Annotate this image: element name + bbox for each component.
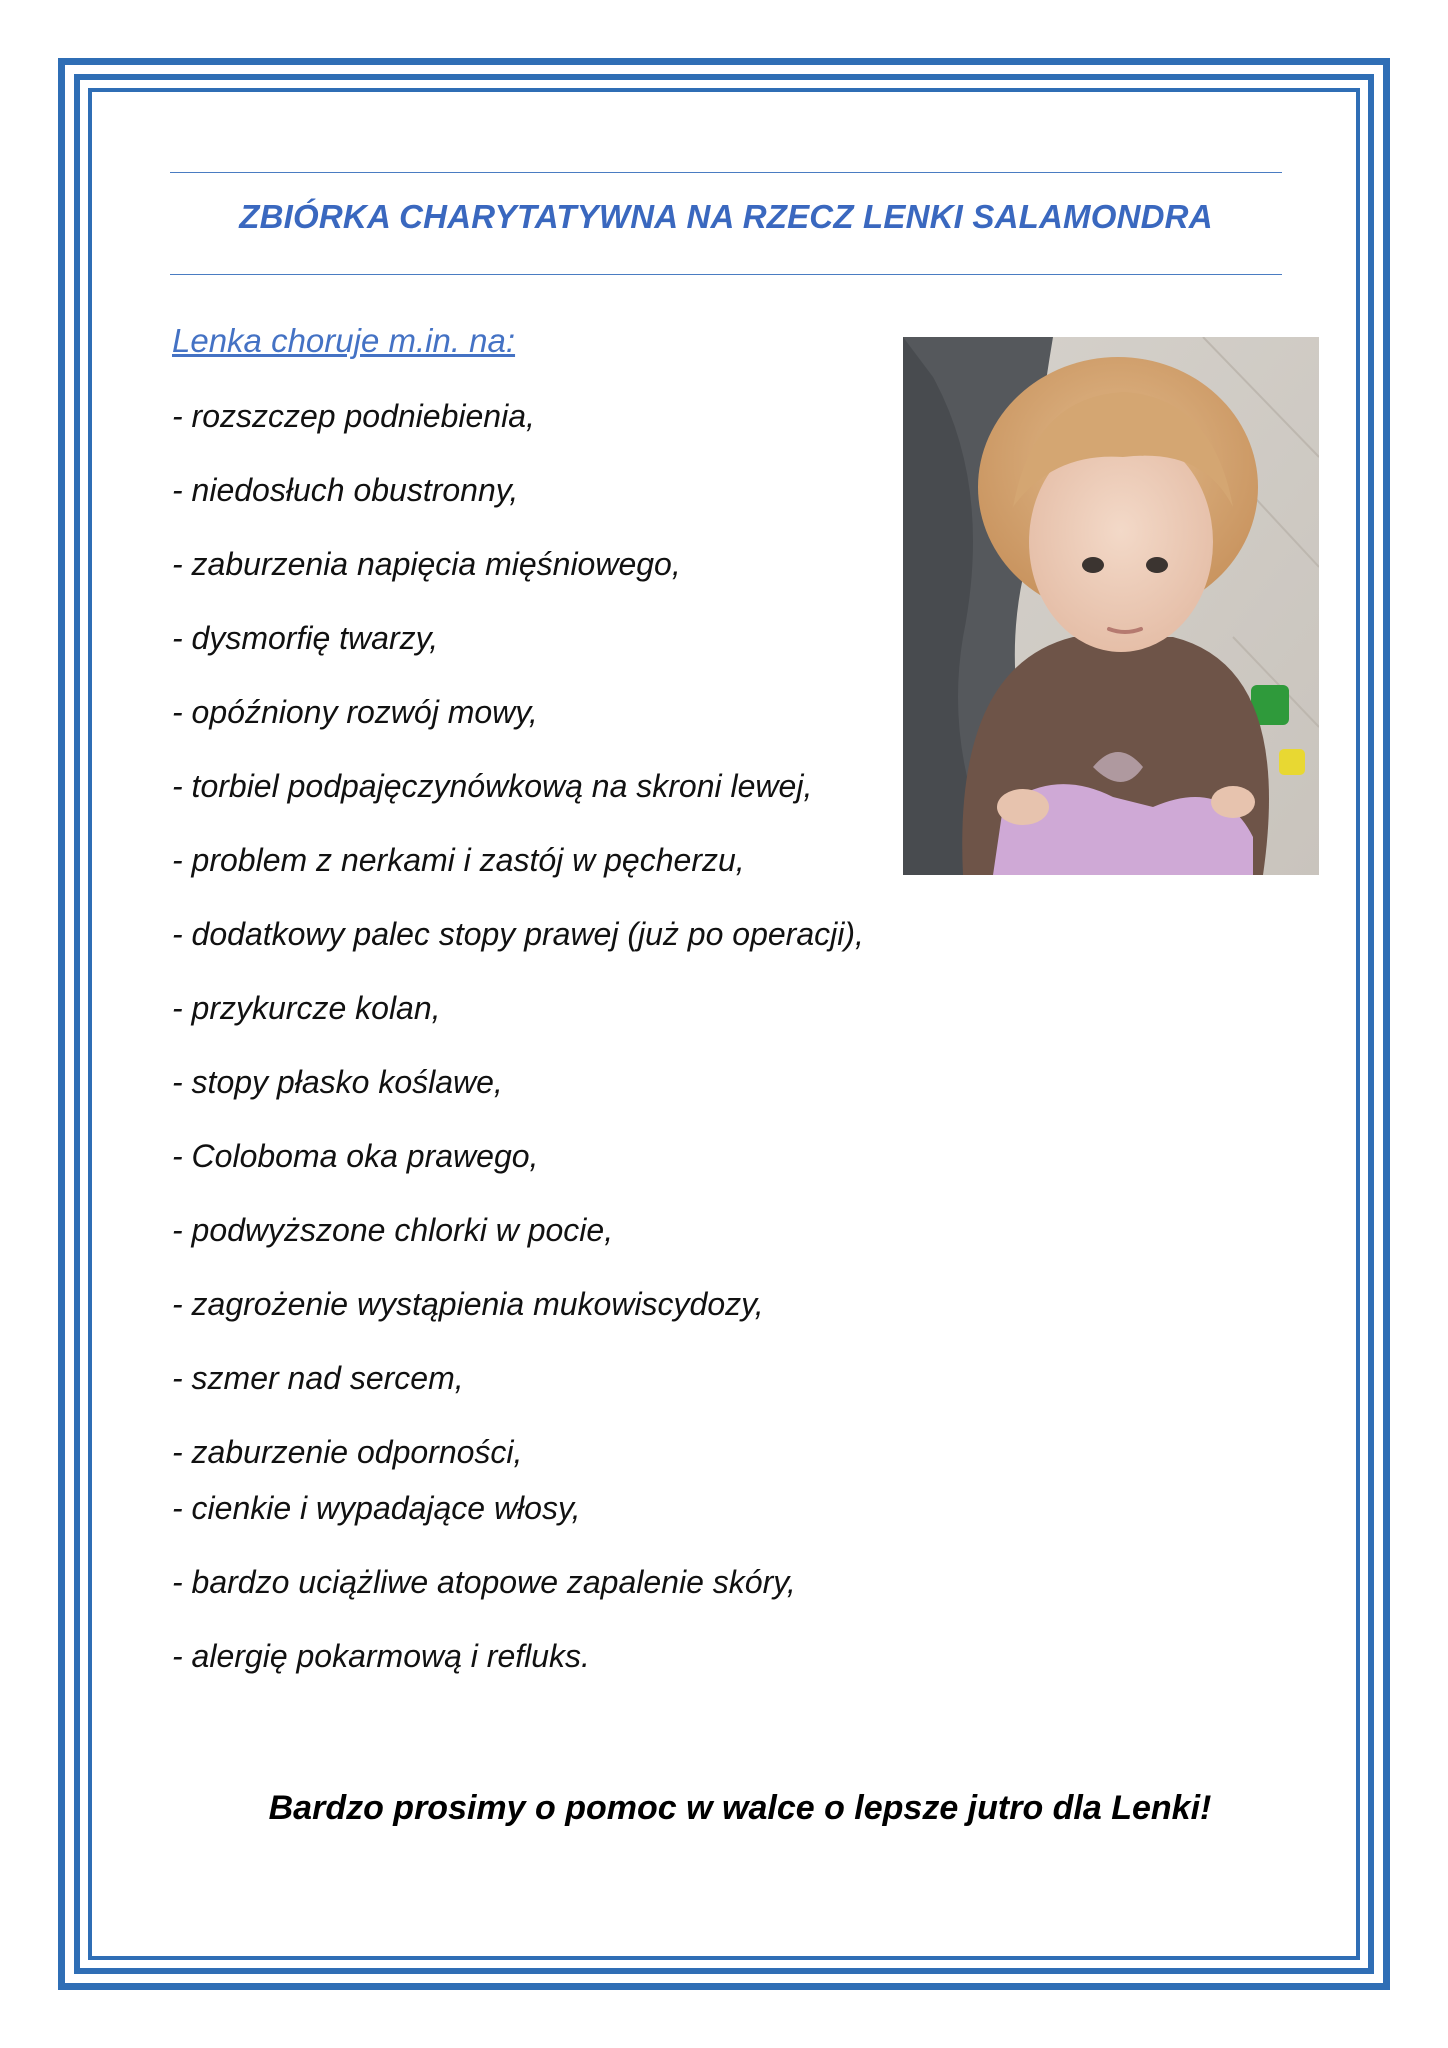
child-photo: [903, 337, 1319, 875]
condition-item: - zaburzenia napięcia mięśniowego,: [172, 546, 681, 582]
condition-item: - opóźniony rozwój mowy,: [172, 694, 538, 730]
page-title: ZBIÓRKA CHARYTATYWNA NA RZECZ LENKI SALAMONDRA: [239, 198, 1213, 235]
condition-item: - podwyższone chlorki w pocie,: [172, 1212, 614, 1248]
conditions-heading: Lenka choruje m.in. na:: [172, 322, 516, 359]
condition-item: - zaburzenie odporności,: [172, 1434, 523, 1470]
condition-item: - stopy płasko koślawe,: [172, 1064, 503, 1100]
condition-item: - Coloboma oka prawego,: [172, 1138, 539, 1174]
closing-appeal: Bardzo prosimy o pomoc w walce o lepsze jutro dla Lenki!: [268, 1789, 1212, 1827]
title-rule-top: [170, 172, 1282, 173]
condition-item: - rozszczep podniebienia,: [172, 398, 535, 434]
condition-item: - problem z nerkami i zastój w pęcherzu,: [172, 842, 745, 878]
condition-item: - przykurcze kolan,: [172, 990, 441, 1026]
condition-item: - bardzo uciążliwe atopowe zapalenie skóry,: [172, 1564, 796, 1600]
title-rule-bottom: [170, 274, 1282, 275]
condition-item: - niedosłuch obustronny,: [172, 472, 519, 508]
condition-item: - zagrożenie wystąpienia mukowiscydozy,: [172, 1286, 764, 1322]
condition-item: - dodatkowy palec stopy prawej (już po operacji),: [172, 916, 864, 952]
condition-item: - szmer nad sercem,: [172, 1360, 464, 1396]
condition-item: - dysmorfię twarzy,: [172, 620, 439, 656]
condition-item: - alergię pokarmową i refluks.: [172, 1638, 590, 1674]
condition-item: - torbiel podpajęczynówkową na skroni lewej,: [172, 768, 813, 804]
conditions-list: [172, 398, 864, 1712]
condition-item: - cienkie i wypadające włosy,: [172, 1490, 581, 1526]
